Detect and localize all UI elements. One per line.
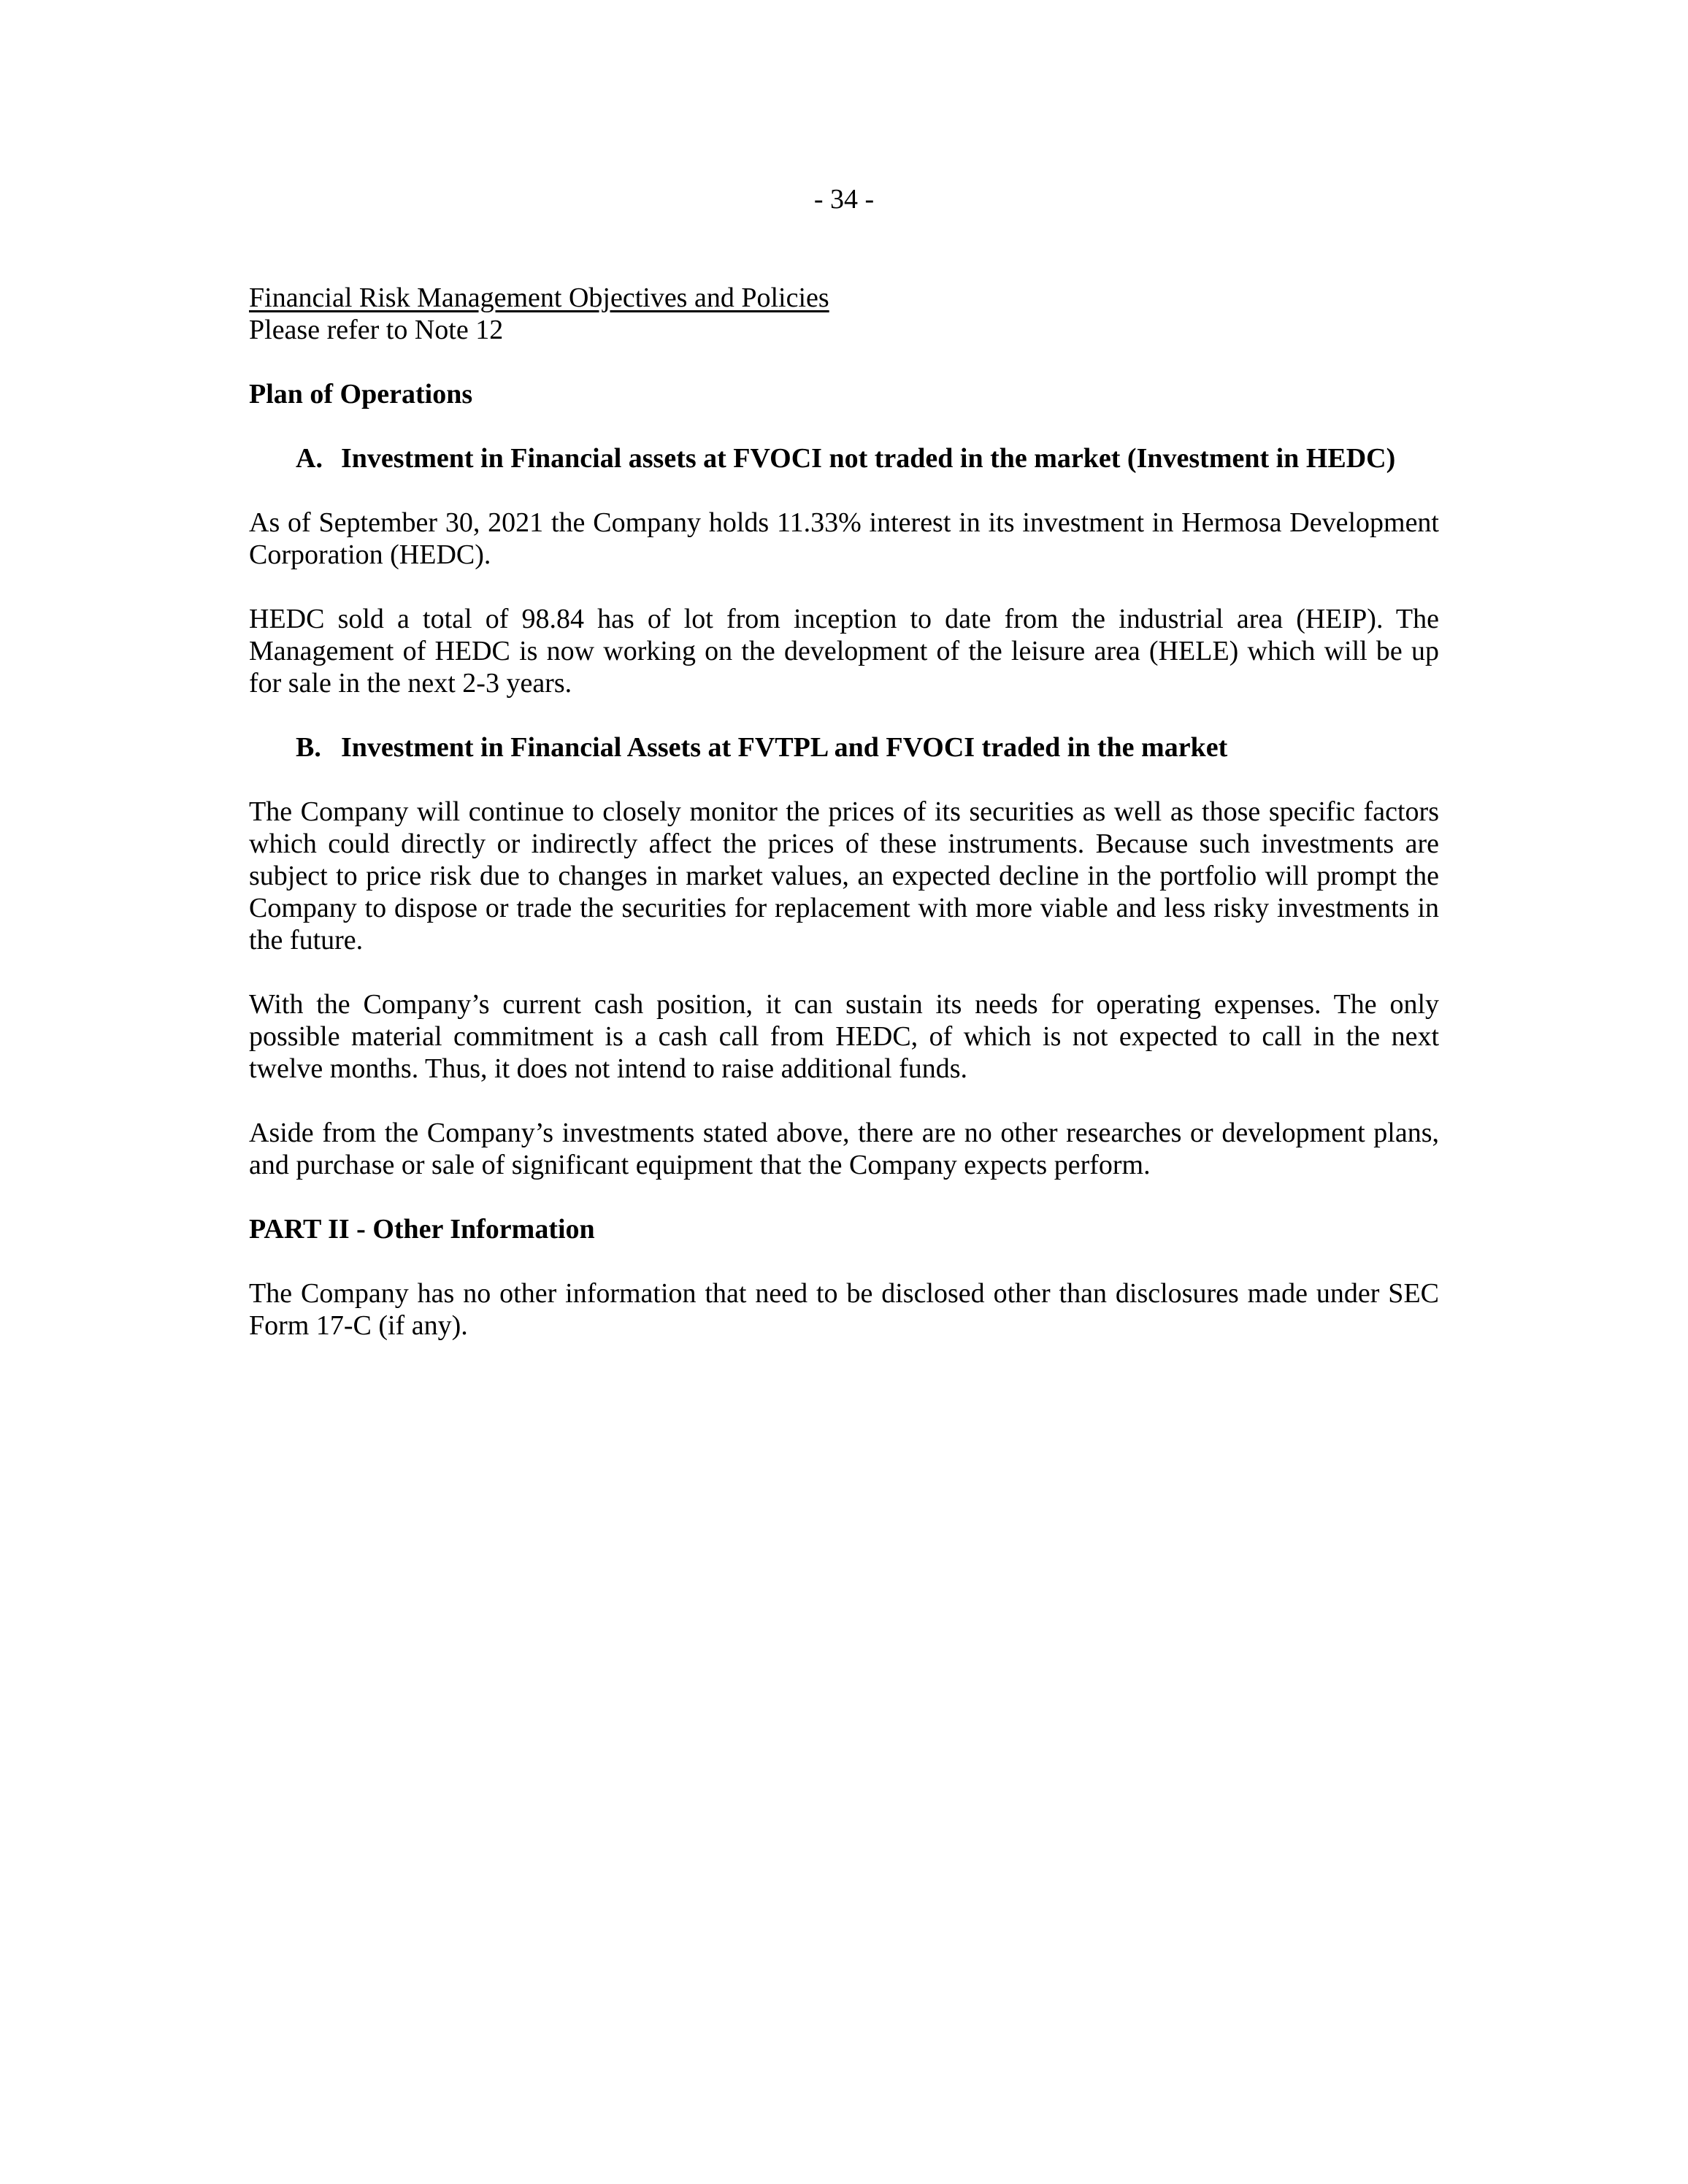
other-plans-paragraph: Aside from the Company’s investments stated above, there are no other researches or development plans, and purchase or sale of significant equipment that the Company expects perform. <box>249 1118 1439 1180</box>
section-a-title: Investment in Financial assets at FVOCI not traded in the market (Investment in HEDC) <box>341 443 1396 474</box>
securities-monitoring-paragraph: The Company will continue to closely monitor the prices of its securities as well as those specific factors which could directly or indirectly affect the prices of these instruments. Because such investments are subject to price risk due to changes in market values, an expected decline in the portfolio will prompt the Company to dispose or trade the securities for replacement with more viable and less risky investments in the future. <box>249 796 1439 956</box>
page-content <box>249 282 1439 1342</box>
part-ii-heading: PART II - Other Information <box>249 1214 595 1245</box>
hedc-sales-paragraph: HEDC sold a total of 98.84 has of lot from inception to date from the industrial area (HEIP). The Management of HEDC is now working on the development of the leisure area (HELE) which will be up for sale in the next 2-3 years. <box>249 604 1439 699</box>
section-b-letter: B. <box>296 732 321 763</box>
hedc-interest-paragraph: As of September 30, 2021 the Company holds 11.33% interest in its investment in Hermosa Development Corporation (HEDC). <box>249 507 1439 570</box>
section-b-heading <box>249 731 1439 764</box>
risk-management-reference: Please refer to Note 12 <box>249 315 504 345</box>
section-a-heading <box>249 442 1439 474</box>
section-b-title: Investment in Financial Assets at FVTPL and FVOCI traded in the market <box>341 732 1228 763</box>
other-information-paragraph: The Company has no other information that need to be disclosed other than disclosures made under SEC Form 17-C (if any). <box>249 1278 1439 1341</box>
risk-management-title: Financial Risk Management Objectives and Policies <box>249 282 829 313</box>
page-number: - 34 - <box>813 184 875 215</box>
cash-position-paragraph: With the Company’s current cash position, it can sustain its needs for operating expenses. The only possible material commitment is a cash call from HEDC, of which is not expected to call in the next twelve months. Thus, it does not intend to raise additional funds. <box>249 989 1439 1084</box>
section-a-letter: A. <box>296 443 323 474</box>
plan-of-operations-heading: Plan of Operations <box>249 379 473 410</box>
